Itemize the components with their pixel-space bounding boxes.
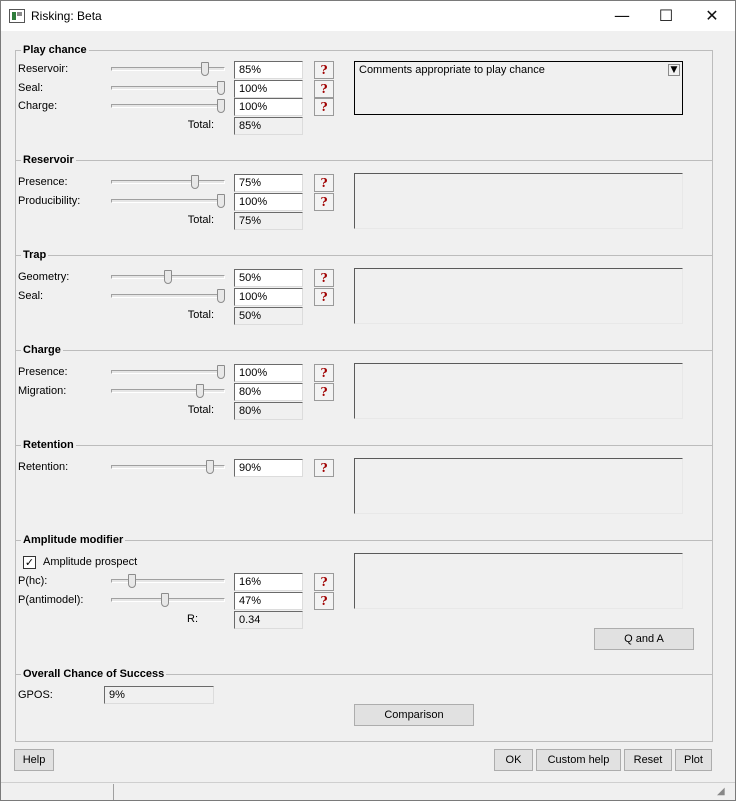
presence-slider[interactable] [111,175,225,189]
slider-thumb[interactable] [217,365,225,379]
pantimodel-value[interactable]: 47% [234,592,303,610]
slider-thumb[interactable] [161,593,169,607]
play-chance-comment-text: Comments appropriate to play chance [359,64,545,76]
slider-thumb[interactable] [201,62,209,76]
retention-title: Retention [23,439,74,451]
comparison-button[interactable]: Comparison [354,704,474,726]
geometry-slider[interactable] [111,270,225,284]
trap-seal-value[interactable]: 100% [234,288,303,306]
custom-help-button[interactable]: Custom help [536,749,621,771]
geometry-value[interactable]: 50% [234,269,303,287]
retention-help-button[interactable]: ? [314,459,334,477]
maximize-button[interactable]: ☐ [658,6,674,25]
slider-thumb[interactable] [217,289,225,303]
seal-value[interactable]: 100% [234,80,303,98]
charge-label: Charge: [18,100,58,112]
charge-title: Charge [23,344,61,356]
gpos-label: GPOS: [18,689,53,701]
producibility-slider[interactable] [111,194,225,208]
amplitude-comment[interactable] [354,553,683,609]
slider-thumb[interactable] [196,384,204,398]
amplitude-prospect-label: Amplitude prospect [43,556,138,568]
reservoir-comment[interactable] [354,173,683,229]
r-value: 0.34 [234,611,303,629]
amplitude-title: Amplitude modifier [23,534,124,546]
phc-help-button[interactable]: ? [314,573,334,591]
close-button[interactable]: ✕ [705,6,719,25]
charge-divider [15,350,712,351]
phc-slider[interactable] [111,574,225,588]
seal-label: Seal: [18,82,44,94]
trap-total-value: 50% [234,307,303,325]
presence-label: Presence: [18,176,68,188]
charge-presence-label: Presence: [18,366,68,378]
reset-button[interactable]: Reset [624,749,672,771]
slider-thumb[interactable] [206,460,214,474]
r-label: R: [187,613,198,625]
play-total-label: Total: [187,119,214,131]
presence-value[interactable]: 75% [234,174,303,192]
play-chance-divider [15,50,712,51]
charge-presence-value[interactable]: 100% [234,364,303,382]
migration-value[interactable]: 80% [234,383,303,401]
phc-label: P(hc): [18,575,48,587]
producibility-help-button[interactable]: ? [314,193,334,211]
play-total-value: 85% [234,117,303,135]
reservoir-total-value: 75% [234,212,303,230]
trap-seal-slider[interactable] [111,289,225,303]
trap-seal-label: Seal: [18,290,44,302]
status-bar [1,782,735,800]
presence-help-button[interactable]: ? [314,174,334,192]
charge-help-button[interactable]: ? [314,98,334,116]
window-title: Risking: Beta [31,9,102,23]
reservoir-help-button[interactable]: ? [314,61,334,79]
reservoir-label: Reservoir: [18,63,69,75]
reservoir-value[interactable]: 85% [234,61,303,79]
status-bar-separator [113,784,114,800]
charge-presence-slider[interactable] [111,365,225,379]
geometry-label: Geometry: [18,271,70,283]
reservoir-divider [15,160,712,161]
slider-thumb[interactable] [164,270,172,284]
help-button[interactable]: Help [14,749,54,771]
trap-divider [15,255,712,256]
pantimodel-slider[interactable] [111,593,225,607]
retention-value[interactable]: 90% [234,459,303,477]
retention-comment[interactable] [354,458,683,514]
frame-right-border [712,50,713,742]
slider-thumb[interactable] [191,175,199,189]
pantimodel-help-button[interactable]: ? [314,592,334,610]
retention-slider[interactable] [111,460,225,474]
charge-slider[interactable] [111,99,225,113]
seal-slider[interactable] [111,81,225,95]
reservoir-total-label: Total: [187,214,214,226]
seal-help-button[interactable]: ? [314,80,334,98]
overall-title: Overall Chance of Success [23,668,165,680]
resize-grip-icon[interactable]: ◢ [717,786,725,797]
reservoir-slider[interactable] [111,62,225,76]
producibility-value[interactable]: 100% [234,193,303,211]
comment-scroll-down-icon[interactable]: ▼ [668,64,680,76]
trap-seal-help-button[interactable]: ? [314,288,334,306]
frame-left-border [15,50,16,742]
title-bar [1,1,735,31]
migration-label: Migration: [18,385,67,397]
slider-thumb[interactable] [128,574,136,588]
frame-bottom-border [15,741,713,742]
slider-thumb[interactable] [217,99,225,113]
plot-button[interactable]: Plot [675,749,712,771]
charge-value[interactable]: 100% [234,98,303,116]
q-and-a-button[interactable]: Q and A [594,628,694,650]
slider-thumb[interactable] [217,81,225,95]
charge-total-label: Total: [187,404,214,416]
trap-title: Trap [23,249,47,261]
trap-comment[interactable] [354,268,683,324]
charge-presence-help-button[interactable]: ? [314,364,334,382]
producibility-label: Producibility: [18,195,81,207]
pantimodel-label: P(antimodel): [18,594,84,606]
migration-slider[interactable] [111,384,225,398]
minimize-button[interactable]: — [614,6,630,25]
migration-help-button[interactable]: ? [314,383,334,401]
slider-thumb[interactable] [217,194,225,208]
retention-label: Retention: [18,461,69,473]
charge-total-value: 80% [234,402,303,420]
phc-value[interactable]: 16% [234,573,303,591]
gpos-value: 9% [104,686,214,704]
app-icon [9,9,25,23]
charge-comment[interactable] [354,363,683,419]
play-chance-comment[interactable] [354,61,683,115]
retention-divider [15,445,712,446]
play-chance-title: Play chance [23,44,87,56]
ok-button[interactable]: OK [494,749,533,771]
reservoir-title: Reservoir [23,154,74,166]
amplitude-prospect-checkbox[interactable]: ✓ [24,556,35,569]
geometry-help-button[interactable]: ? [314,269,334,287]
trap-total-label: Total: [187,309,214,321]
